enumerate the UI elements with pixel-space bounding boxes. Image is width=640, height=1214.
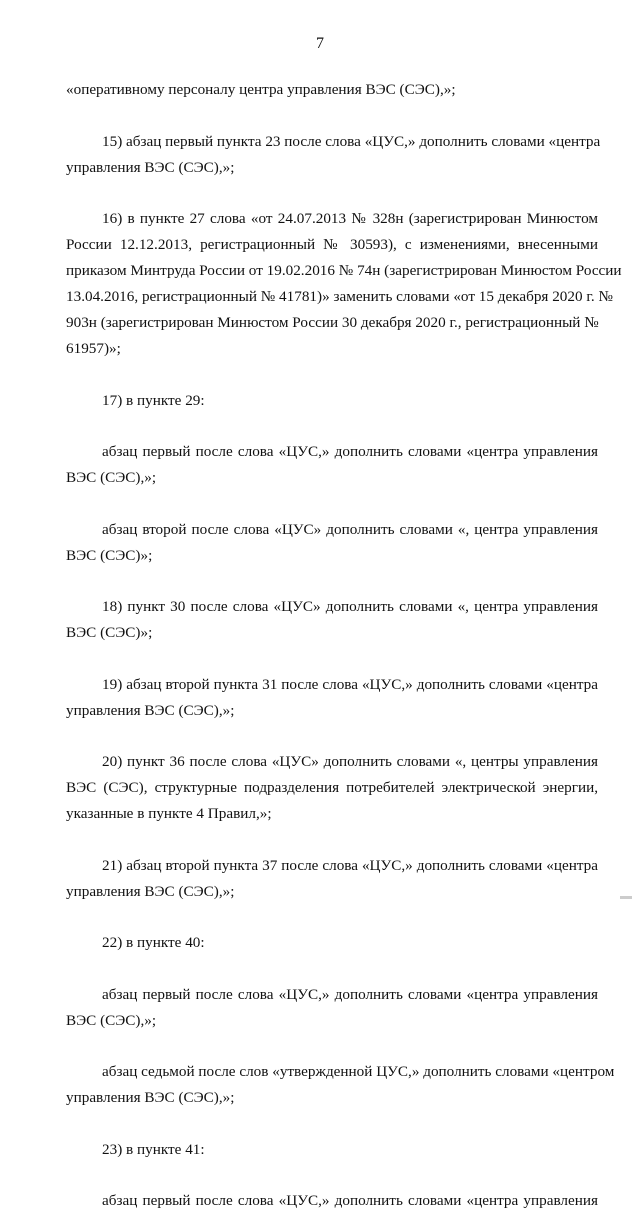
- paragraph-spacing: [66, 491, 598, 517]
- text-line: 23) в пункте 41:: [102, 1140, 205, 1158]
- text-line: 903н (зарегистрирован Минюстом России 30 декабря 2020 г., регистрационный №: [66, 314, 599, 331]
- paragraph-spacing: [66, 956, 598, 982]
- paragraph-spacing: [66, 181, 598, 207]
- text-line: приказом Минтруда России от 19.02.2016 № 74н (зарегистрирован Минюстом России: [66, 262, 622, 279]
- paragraph: [66, 1059, 615, 1111]
- text-line: «оперативному персоналу центра управления ВЭС (СЭС),»;: [66, 81, 456, 98]
- document-body: [66, 77, 622, 1214]
- paragraph: [66, 77, 598, 103]
- text-line: ВЭС (СЭС)»;: [66, 624, 153, 641]
- paragraph: [66, 853, 598, 905]
- text-line: указанные в пункте 4 Правил,»;: [66, 805, 272, 822]
- paragraph: [66, 930, 598, 956]
- text-line: абзац седьмой после слов «утвержденной ЦУС,» дополнить словами «центром: [102, 1063, 615, 1080]
- text-line: 61957)»;: [66, 340, 121, 357]
- text-line: абзац первый после слова «ЦУС,» дополнить словами «центра управления: [102, 985, 598, 1003]
- text-line: 19) абзац второй пункта 31 после слова «ЦУС,» дополнить словами «центра: [102, 675, 598, 693]
- paragraph-spacing: [66, 362, 598, 388]
- paragraph: [66, 672, 598, 724]
- text-line: 16) в пункте 27 слова «от 24.07.2013 № 328н (зарегистрирован Минюстом: [102, 210, 598, 227]
- text-line: 20) пункт 36 после слова «ЦУС» дополнить словами «, центры управления: [102, 753, 598, 770]
- scan-artifact: [620, 896, 632, 899]
- text-line: управления ВЭС (СЭС),»;: [66, 1089, 235, 1106]
- paragraph: [66, 439, 598, 491]
- text-line: абзац первый после слова «ЦУС,» дополнить словами «центра управления: [102, 443, 598, 460]
- text-line: 18) пункт 30 после слова «ЦУС» дополнить словами «, центра управления: [102, 598, 598, 615]
- text-line: ВЭС (СЭС),»;: [66, 1011, 157, 1029]
- paragraph: [66, 982, 598, 1034]
- text-line: абзац первый после слова «ЦУС,» дополнить словами «центра управления: [102, 1192, 598, 1209]
- paragraph-spacing: [66, 827, 598, 853]
- text-line: ВЭС (СЭС), структурные подразделения потребителей электрической энергии,: [66, 779, 598, 796]
- text-line: 15) абзац первый пункта 23 после слова «ЦУС,» дополнить словами «центра: [102, 132, 601, 150]
- text-line: 17) в пункте 29:: [102, 391, 205, 409]
- paragraph-spacing: [66, 1163, 598, 1189]
- text-line: абзац второй после слова «ЦУС» дополнить словами «, центра управления: [102, 520, 598, 538]
- paragraph-spacing: [66, 103, 598, 129]
- text-line: управления ВЭС (СЭС),»;: [66, 701, 235, 719]
- text-line: 13.04.2016, регистрационный № 41781)» заменить словами «от 15 декабря 2020 г. №: [66, 288, 613, 305]
- paragraph: [66, 517, 598, 569]
- paragraph-spacing: [66, 724, 598, 750]
- text-line: России 12.12.2013, регистрационный № 30593), с изменениями, внесенными: [66, 236, 598, 253]
- text-line: ВЭС (СЭС)»;: [66, 546, 153, 564]
- paragraph-spacing: [66, 569, 598, 595]
- paragraph-spacing: [66, 646, 598, 672]
- text-line: 22) в пункте 40:: [102, 934, 205, 951]
- text-line: ВЭС (СЭС),»;: [66, 469, 157, 486]
- paragraph-spacing: [66, 1111, 598, 1137]
- paragraph: [66, 749, 598, 827]
- paragraph: [66, 206, 622, 362]
- text-line: 21) абзац второй пункта 37 после слова «ЦУС,» дополнить словами «центра: [102, 856, 598, 874]
- paragraph: [66, 129, 601, 181]
- paragraph: [66, 1188, 598, 1214]
- paragraph: [66, 1137, 598, 1163]
- page-number: 7: [316, 35, 324, 52]
- paragraph-spacing: [66, 1034, 598, 1060]
- paragraph-spacing: [66, 414, 598, 440]
- paragraph: [66, 594, 598, 646]
- paragraph: [66, 388, 598, 414]
- text-line: управления ВЭС (СЭС),»;: [66, 158, 235, 176]
- paragraph-spacing: [66, 905, 598, 931]
- text-line: управления ВЭС (СЭС),»;: [66, 882, 235, 900]
